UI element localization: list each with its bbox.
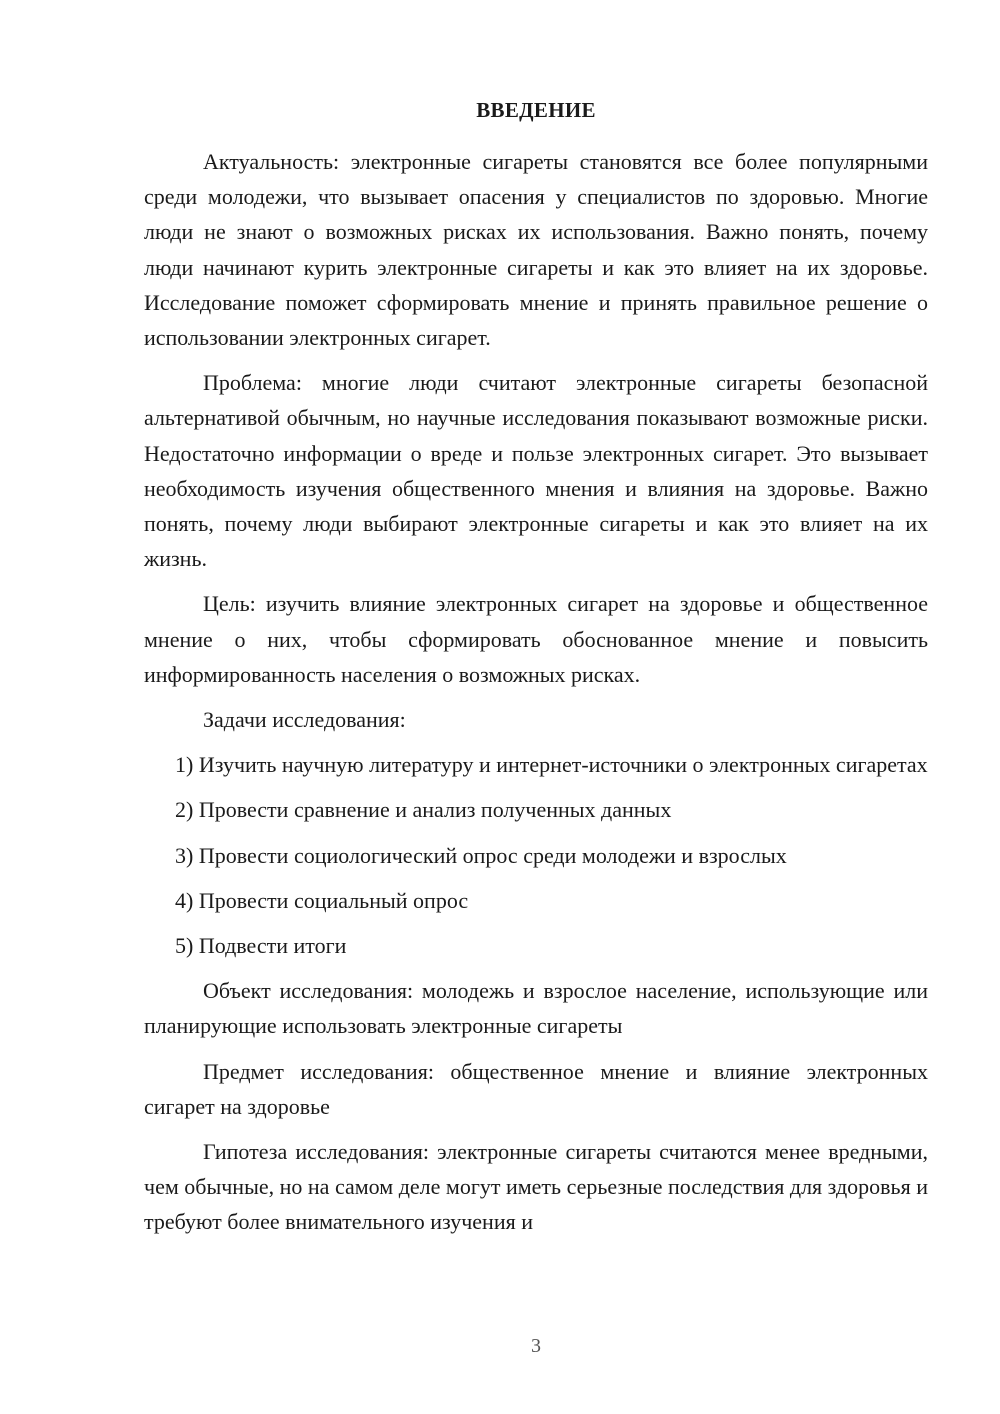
paragraph-goal: Цель: изучить влияние электронных сигарет на здоровье и общественное мнение о них, чтобы сформировать обоснованное мнение и повысить информированность населения о возможных рисках. [144,591,928,687]
tasks-list [144,747,928,963]
list-item: 5) Подвести итоги [175,933,347,959]
paragraph-subject: Предмет исследования: общественное мнение и влияние электронных сигарет на здоровье [144,1058,928,1119]
list-item: 1) Изучить научную литературу и интернет-источники о электронных сигаретах [175,752,928,778]
paragraph-relevance: Актуальность: электронные сигареты становятся все более популярными среди молодежи, что вызывает опасения у специалистов по здоровью. Многие люди не знают о возможных рисках их использования. Важно понять, почему люди начинают курить электронные сигареты и как это влияет на их здоровье. Исследование поможет сформировать мнение и принять правильное решение о использовании электронных сигарет. [144,149,928,351]
paragraph-problem: Проблема: многие люди считают электронные сигареты безопасной альтернативой обычным, но научные исследования показывают возможные риски. Недостаточно информации о вреде и пользе электронных сигарет. Это вызывает необходимость изучения общественного мнения и влияния на здоровье. Важно понять, почему люди выбирают электронные сигареты и как это влияет на их жизнь. [144,370,928,572]
section-title: ВВЕДЕНИЕ [476,98,596,122]
paragraph-hypothesis: Гипотеза исследования: электронные сигареты считаются менее вредными, чем обычные, но на самом деле могут иметь серьезные последствия для здоровья и требуют более внимательного изучения и [144,1139,928,1235]
list-item: 3) Провести социологический опрос среди молодежи и взрослых [175,842,787,868]
page-number: 3 [531,1335,541,1357]
page-content [144,96,928,1240]
paragraph-object: Объект исследования: молодежь и взрослое население, использующие или планирующие использовать электронные сигареты [144,978,928,1039]
list-item: 2) Провести сравнение и анализ полученных данных [175,797,672,823]
tasks-heading: Задачи исследования: [203,707,406,733]
list-item: 4) Провести социальный опрос [175,887,469,913]
